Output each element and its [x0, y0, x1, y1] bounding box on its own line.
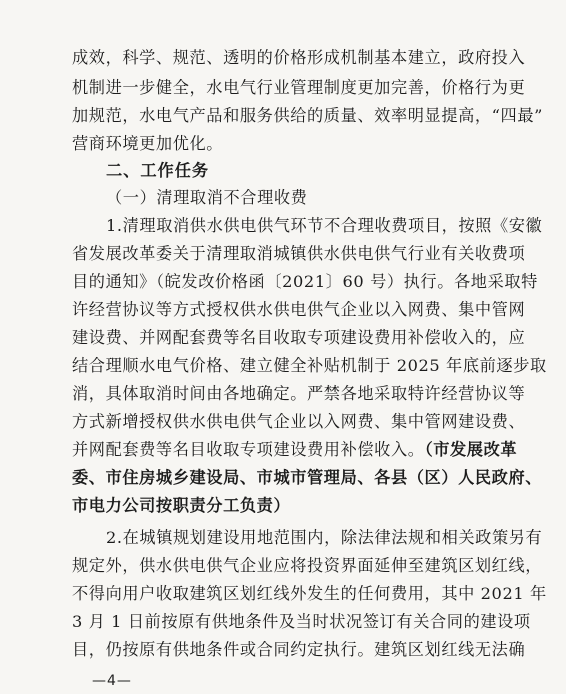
body-text-line: 2.在城镇规划建设用地范围内，除法律法规和相关政策另有	[106, 528, 543, 547]
body-text-segment: 并网配套费等名目收取专项建设费用补偿收入。	[72, 440, 425, 459]
body-text-line: 结合理顺水电气价格、建立健全补贴机制于 2025 年底前逐步取	[72, 356, 547, 375]
body-text-line: 方式新增授权供水供电供气企业以入网费、集中管网建设费、	[72, 412, 526, 431]
body-text-line: 加规范，水电气产品和服务供给的质量、效率明显提高，“四最”	[72, 106, 544, 125]
subsection-heading: （一）清理取消不合理收费	[106, 188, 308, 207]
body-text-line: 不得向用户收取建筑区划红线外发生的任何费用，其中 2021 年	[72, 584, 547, 603]
body-text-line: 许经营协议等方式授权供水供电供气企业以入网费、集中管网	[72, 300, 526, 319]
body-text-line: 目的通知》（皖发改价格函〔2021〕60 号）执行。各地采取特	[72, 272, 538, 291]
body-text-line: 1.清理取消供水供电供气环节不合理收费项目，按照《安徽	[106, 216, 543, 235]
section-heading: 二、工作任务	[106, 161, 210, 180]
body-text-line: 建设费、并网配套费等名目收取专项建设费用补偿收入的，应	[72, 328, 526, 347]
responsibility-note: （市发展改革	[424, 440, 518, 459]
body-text-line: 消，具体取消时间由各地确定。严禁各地采取特许经营协议等	[72, 384, 526, 403]
body-text-line: 目，仍按原有供地条件或合同约定执行。建筑区划红线无法确	[72, 640, 526, 659]
body-text-line	[72, 440, 566, 460]
responsibility-note: 市电力公司按职责分工负责）	[72, 496, 291, 515]
body-text-line: 机制进一步健全，水电气行业管理制度更加完善，价格行为更	[72, 78, 526, 97]
body-text-line: 成效，科学、规范、透明的价格形成机制基本建立，政府投入	[72, 48, 526, 67]
body-text-line: 规定外，供水供电供气企业应将投资界面延伸至建筑区划红线，	[72, 556, 543, 575]
body-text-line: 营商环境更加优化。	[72, 134, 224, 153]
responsibility-note: 委、市住房城乡建设局、市城市管理局、各县（区）人民政府、	[72, 468, 543, 487]
body-text-line: 3 月 1 日前按原有供地条件及当时状况签订有关合同的建设项	[72, 612, 531, 631]
page-number: —4—	[92, 673, 132, 689]
body-text-line: 省发展改革委关于清理取消城镇供水供电供气行业有关收费项	[72, 244, 526, 263]
